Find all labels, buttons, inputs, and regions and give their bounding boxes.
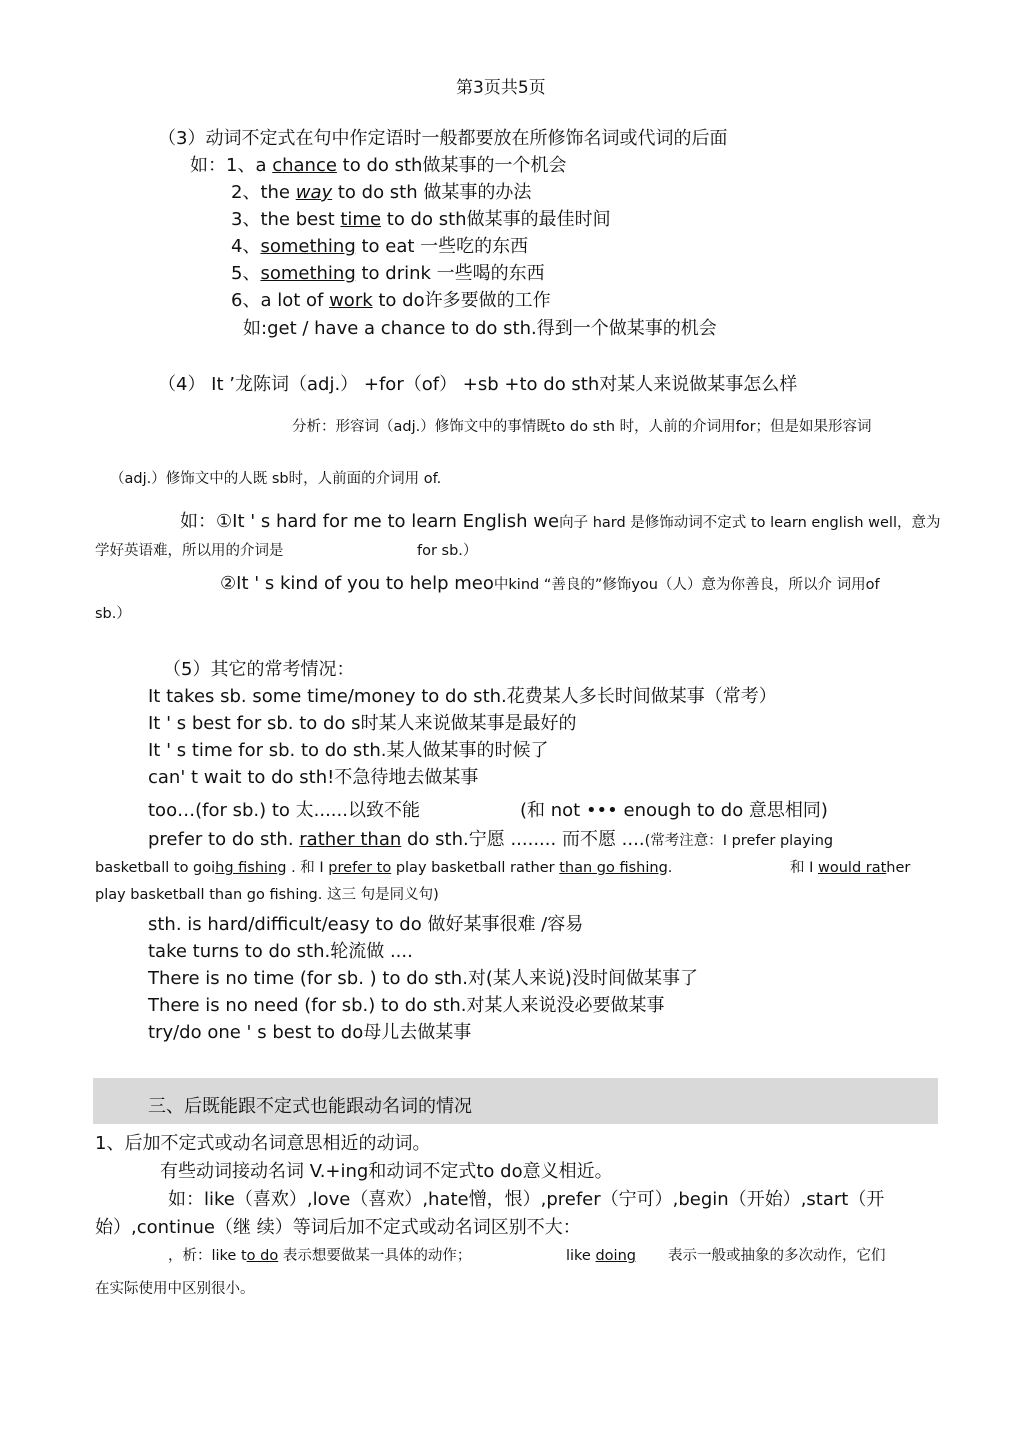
s5-l6-c: (常考注意：I prefer playing [644,833,834,849]
s5-line-6 [148,829,833,851]
s4-ex1-d: for sb.） [417,543,478,559]
s5-l7-a: basketball to goi [95,860,216,876]
s5-line-13: try/do one ' s best to do母儿去做某事 [148,1022,472,1043]
s3-example-2 [231,182,531,204]
s5-l7-u1: hg fishin [215,860,278,876]
s4-analysis-1: 分析：形容词（adj.）修饰文中的事情既to do sth 时，人前的介词用for；但是如果形容词 [292,419,872,435]
s4-ex2-a: ②It ' s kind of you to help meo [220,573,494,594]
sec3-p5-u1: o do [246,1248,279,1264]
s4-ex2-b: 中kind “善良的”修饰you（人）意为你善良，所以介 词用of [493,577,880,593]
s3-ex6-prefix: 6、a lot of [231,290,330,311]
s3-ex2-rest: to do sth 做某事的办法 [332,182,532,203]
s3-ex6-rest: to do许多要做的工作 [372,290,551,311]
s3-example-5 [231,263,545,285]
s3-ex2-prefix: 2、the [231,182,296,203]
s3-ex6-word: work [329,290,373,311]
s3-title: （3）动词不定式在句中作定语时一般都要放在所修饰名词或代词的后面 [158,128,728,149]
s4-ex1-a: 如：①It ' s hard for me to learn English we [180,511,560,532]
sec3-p4: 始）,continue（继 续）等词后加不定式或动名词区别不大： [95,1217,581,1238]
s3-ex2-word: way [295,182,333,203]
s5-l7-e: 和 I [790,860,818,876]
s5-line-7 [95,860,672,877]
s5-line-12: There is no need (for sb.) to do sth.对某人来说没必要做某事 [148,995,665,1016]
sec3-p1: 1、后加不定式或动名词意思相近的动词。 [95,1133,431,1154]
s3-example-4 [231,236,528,258]
s5-line-4: can' t wait to do sth!不急待地去做某事 [148,767,479,788]
s5-line-11: There is no time (for sb. ) to do sth.对(某人来说)没时间做某事了 [148,968,698,989]
s5-line-7-right [790,860,910,877]
s5-line-10: take turns to do sth.轮流做 .... [148,941,413,962]
s4-title: （4） It ’龙陈词（adj.） +for（of） +sb +to do sth对某人来说做某事怎么样 [158,374,798,395]
s3-ex5-word: something [260,263,356,284]
sec3-p6: 在实际使用中区别很小。 [95,1281,255,1297]
s5-l7-u3: than go fishin [559,860,659,876]
s4-ex2-c: sb.） [95,606,131,622]
sec3-p2: 有些动词接动名词 V.+ing和动词不定式to do意义相近。 [160,1161,613,1182]
s5-line-5b: (和 not ••• enough to do 意思相同) [520,800,828,821]
s5-line-2: It ' s best for sb. to do s时某人来说做某事是最好的 [148,713,577,734]
sec3-p5-c: like [566,1248,596,1264]
s3-ex3-prefix: 3、the best [231,209,341,230]
s3-example-1 [190,155,566,177]
section-3-title: 三、后既能跟不定式也能跟动名词的情况 [148,1096,472,1117]
s5-l7-u4: would rat [818,860,887,876]
s3-ex1-prefix: 如：1、a [190,155,273,176]
s3-example-6 [231,290,551,312]
s5-l7-u2: prefer to [328,860,392,876]
sec3-p5-u2: doing [595,1248,636,1264]
s5-line-5a: too…(for sb.) to 太......以致不能 [148,800,420,821]
s5-line-1: It takes sb. some time/money to do sth.花费某人多长时间做某事（常考） [148,686,777,707]
sec3-p5-right: 表示一般或抽象的多次动作，它们 [668,1248,886,1264]
s5-l7-c: play basketball rather [391,860,560,876]
s5-line-9: sth. is hard/difficult/easy to do 做好某事很难 /容易 [148,914,584,935]
sec3-p5-b: 表示想要做某一具体的动作； [278,1248,472,1264]
s5-l6-a: prefer to do sth. [148,829,300,850]
sec3-p5-left [168,1248,471,1265]
s3-ex1-word: chance [272,155,337,176]
s4-example-1 [180,511,940,533]
s3-example-3 [231,209,611,231]
s5-l7-f: her [886,860,911,876]
s5-title: （5）其它的常考情况： [163,659,355,680]
s5-line-3: It ' s time for sb. to do sth.某人做某事的时候了 [148,740,549,761]
s3-ex5-rest: to drink 一些喝的东西 [355,263,545,284]
s4-example-2 [220,573,880,595]
s3-ex3-rest: to do sth做某事的最佳时间 [381,209,611,230]
s3-ex4-prefix: 4、 [231,236,261,257]
s5-l6-u: rather than [299,829,402,850]
sec3-p5-mid [566,1248,636,1265]
s3-ex4-word: something [260,236,356,257]
s3-ex5-prefix: 5、 [231,263,261,284]
sec3-p3: 如：like（喜欢）,love（喜欢）,hate憎，恨）,prefer（宁可）,begin（开始）,start（开 [168,1189,885,1210]
page-number: 第3页共5页 [456,78,546,98]
s3-example-7: 如:get / have a chance to do sth.得到一个做某事的机会 [243,318,717,339]
sec3-p5-a: ，析：like t [168,1248,247,1264]
s5-l7-d: g. [658,860,673,876]
s3-ex3-word: time [340,209,382,230]
s4-ex1-b: 向子 hard 是修饰动词不定式 to learn english well，意为 [559,515,941,531]
s5-l7-b: g . 和 I [277,860,329,876]
s3-ex1-rest: to do sth做某事的一个机会 [336,155,567,176]
s4-analysis-2: （adj.）修饰文中的人既 sb时，人前面的介词用 of. [110,471,442,487]
s5-line-8: play basketball than go fishing. 这三 句是同义句) [95,887,439,903]
s4-ex1-c: 学好英语难，所以用的介词是 [95,543,284,559]
s5-l6-b: do sth.宁愿 ........ 而不愿 .... [401,829,645,850]
s3-ex4-rest: to eat 一些吃的东西 [355,236,529,257]
